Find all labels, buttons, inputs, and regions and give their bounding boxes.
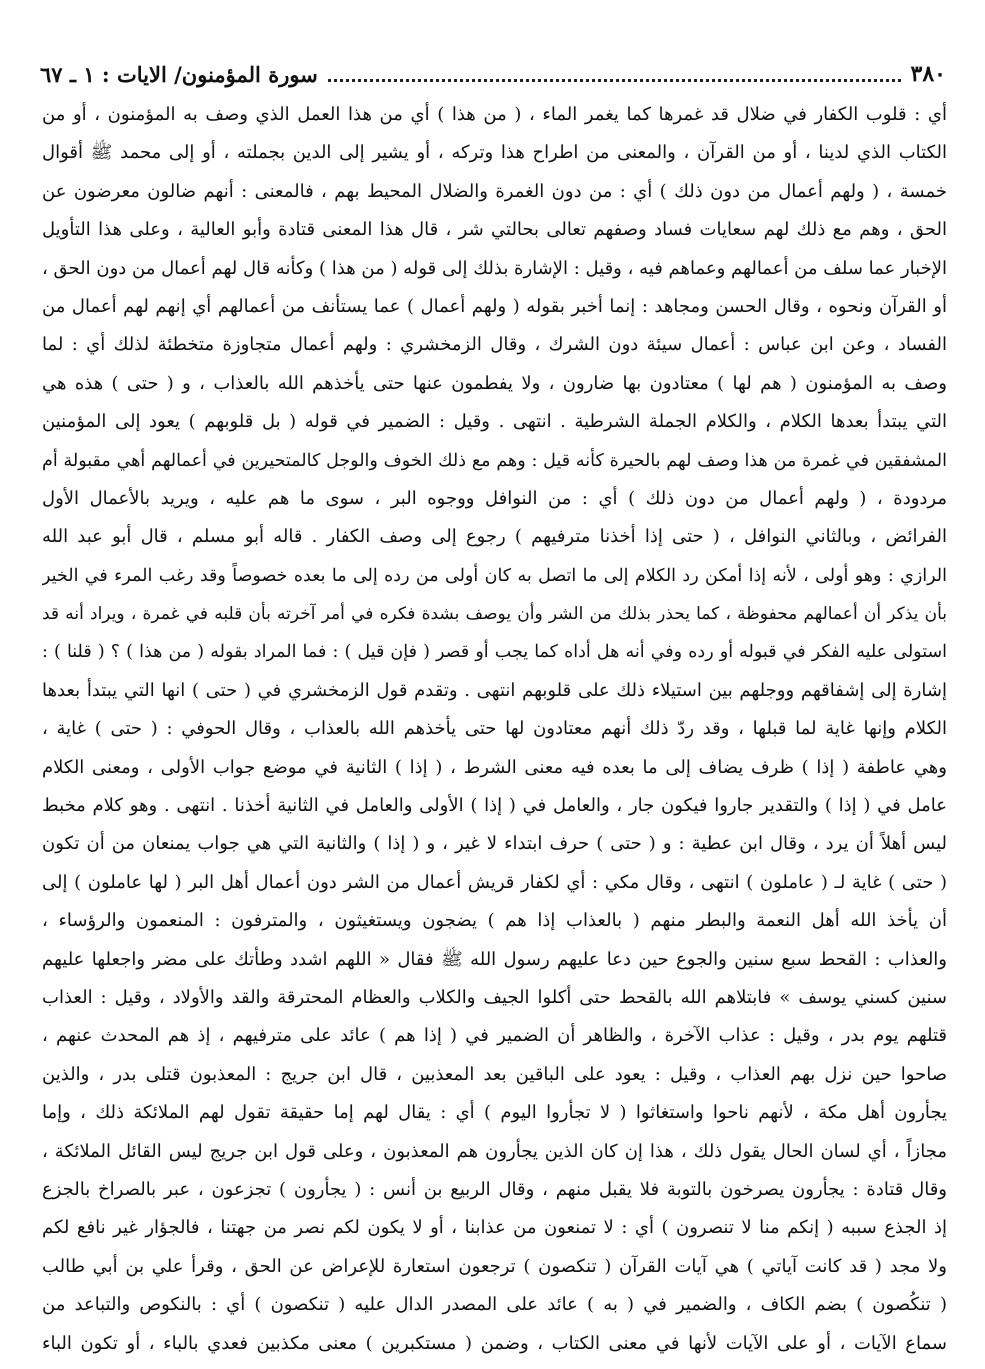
text-line: عامل في ( إذا ) والتقدير جاروا فيكون جار ، والعامل في ( إذا ) الأولى والعامل في الثانية أخذنا . انتهى . وهو كلام مخبط	[42, 795, 947, 817]
text-line: وقال قتادة : يجأرون يصرخون بالتوبة فلا يقبل منهم ، وقال الربيع بن أنس : ( يجأرون ) تجزعون ، عبر بالصراخ بالجزع	[42, 1178, 947, 1200]
text-line: خمسة ، ( ولهم أعمال من دون ذلك ) أي : من دون الغمرة والضلال المحيط بهم ، فالمعنى : أنهم ضالون معرضون عن	[42, 180, 947, 202]
text-line: سنين كسني يوسف » فابتلاهم الله بالقحط حتى أكلوا الجيف والكلاب والعظام المحترقة والقد والأولاد ، وقيل : العذاب	[42, 986, 947, 1008]
text-line: استولى عليه الفكر في قبوله أو رده وفي أنه هل أداه كما يجب أو قصر ( فإن قيل ) : فما المراد بقوله ( من هذا ) ؟ ( قلنا ) :	[42, 642, 947, 663]
text-line: مجازاً ، أي لسان الحال يقول ذلك ، هذا إن كان الذين يجأرون هم المعذبون ، وعلى قول ابن جريج ليس القائل الملائكة ،	[42, 1140, 947, 1162]
text-line: ( تنكُصون ) بضم الكاف ، والضمير في ( به ) عائد على المصدر الدال عليه ( تنكصون ) أي : بالنكوص والتباعد من	[42, 1294, 947, 1316]
text-line: المشفقين في غمرة من هذا وصف لهم بالحيرة كأنه قيل : وهم مع ذلك الخوف والوجل كالمتحيرين في أعمالهم أهي مقبولة أم	[42, 450, 947, 471]
text-line: وصف به المؤمنون ( هم لها ) معتادون بها ضارون ، ولا يفطمون عنها حتى يأخذهم الله بالعذاب ، و ( حتى ) هذه هي	[42, 372, 947, 394]
text-line: الفساد ، وعن ابن عباس : أعمال سيئة دون الشرك ، وقال الزمخشري : ولهم أعمال متجاوزة متخطئة لذلك أي : لما	[42, 334, 947, 356]
text-line: أن يأخذ الله أهل النعمة والبطر منهم ( بالعذاب إذا هم ) يضجون ويستغيثون ، والمترفون : المنعمون والرؤساء ،	[42, 910, 947, 932]
text-line: يجأرون أهل مكة ، لأنهم ناحوا واستغاثوا ( لا تجأروا اليوم ) أي : يقال لهم إما حقيقة تقول لهم الملائكة ذلك ، وإما	[42, 1102, 947, 1124]
text-line: قتلهم يوم بدر ، وقيل : عذاب الآخرة ، والظاهر أن الضمير في ( إذا هم ) عائد على مترفيهم ، إذ هم المحدث عنهم ،	[42, 1025, 947, 1047]
text-line: صاحوا حين نزل بهم العذاب ، وقيل : يعود على الباقين بعد المعذبين ، قال ابن جريج : المعذبون قتلى بدر ، والذين	[42, 1063, 947, 1085]
text-line: الكتاب الذي لدينا ، أو من القرآن ، والمعنى من اطراح هذا وتركه ، أو يشير إلى الدين بجملته ، أو إلى محمد ﷺ أقوال	[42, 142, 947, 164]
text-line: ولا مجد ( قد كانت آياتي ) هي آيات القرآن ( تنكصون ) ترجعون استعارة للإعراض عن الحق ، وقرأ علي بن أبي طالب	[42, 1255, 947, 1277]
text-line: الحق ، وهم مع ذلك لهم سعايات فساد وصفهم تعالى بحالتي شر ، قال هذا المعنى قتادة وأبو العالية ، وعلى هذا التأويل	[42, 219, 947, 241]
body-text	[42, 96, 947, 1363]
text-line: إذ الجذع سببه ( إنكم منا لا تنصرون ) أي : لا تمنعون من عذابنا ، أو لا يكون لكم نصر من جهتنا ، فالجؤار غير نافع لكم	[42, 1217, 947, 1239]
text-line: سماع الآيات ، أو على الآيات لأنها في معنى الكتاب ، وضمن ( مستكبرين ) معنى مكذبين فعدي بالباء ، أو تكون الباء	[42, 1332, 947, 1354]
text-line: والعذاب : القحط سبع سنين والجوع حين دعا عليهم رسول الله ﷺ فقال « اللهم اشدد وطأتك على مضر واجعلها عليهم	[42, 948, 947, 970]
text-line: ليس أهلاً أن يرد ، وقال ابن عطية : و ( حتى ) حرف ابتداء لا غير ، و ( إذا ) والثانية التي هي جواب يمنعان من أن تكون	[42, 833, 947, 855]
text-line: ( حتى ) غاية لـ ( عاملون ) انتهى ، وقال مكي : أي لكفار قريش أعمال من الشر دون أعمال أهل البر ( لها عاملون ) إلى	[42, 871, 947, 893]
text-line: أو القرآن ونحوه ، وقال الحسن ومجاهد : إنما أخبر بقوله ( ولهم أعمال ) عما يستأنف من أعمالهم أي إنهم لهم أعمال من	[42, 295, 947, 317]
running-title: سورة المؤمنون/ الايات : ١ ـ ٦٧	[40, 61, 318, 87]
text-line: الكلام وإنها غاية لما قبلها ، وقد ردّ ذلك أنهم معتادون لها حتى يأخذهم الله بالعذاب ، وقال الحوفي : ( حتى ) غاية ،	[42, 718, 947, 740]
text-line: الإخبار عما سلف من أعمالهم وعماهم فيه ، وقيل : الإشارة بذلك إلى قوله ( من هذا ) وكأنه قال لهم أعمال من دون الحق ،	[42, 257, 947, 279]
text-line: الفرائض ، وبالثاني النوافل ، ( حتى إذا أخذنا مترفيهم ) رجوع إلى وصف الكفار . قاله أبو مسلم ، قال أبو عبد الله	[42, 526, 947, 548]
page-number: ٣٨٠	[910, 61, 946, 87]
text-line: أي : قلوب الكفار في ضلال قد غمرها كما يغمر الماء ، ( من هذا ) أي من هذا العمل الذي وصف به المؤمنون ، أو من	[42, 104, 947, 125]
text-line: مردودة ، ( ولهم أعمال من دون ذلك ) أي : من النوافل ووجوه البر ، سوى ما هم عليه ، ويريد بالأعمال الأول	[42, 487, 947, 509]
page-header	[40, 58, 946, 90]
text-line: الرازي : وهو أولى ، لأنه إذا أمكن رد الكلام إلى ما اتصل به كان أولى من رده إلى ما بعده خصوصاً وقد رغب المرء في الخير	[42, 565, 947, 586]
text-line: التي يبتدأ بعدها الكلام ، والكلام الجملة الشرطية . انتهى . وقيل : الضمير في قوله ( بل قلوبهم ) يعود إلى المؤمنين	[42, 411, 947, 433]
text-line: بأن يذكر أن أعمالهم محفوظة ، كما يحذر بذلك من الشر وأن يوصف بشدة فكره في أمر آخرته بأن قلبه في غمرة ، ويراد أنه قد	[42, 604, 947, 625]
header-dotted-rule	[328, 67, 901, 82]
text-line: إشارة إلى إشفاقهم ووجلهم بين استيلاء ذلك على قلوبهم انتهى . وتقدم قول الزمخشري في ( حتى ) انها التي يبتدأ بعدها	[42, 679, 947, 701]
text-line: وهي عاطفة ( إذا ) ظرف يضاف إلى ما بعده فيه معنى الشرط ، ( إذا ) الثانية في موضع جواب الأولى ، ومعنى الكلام	[42, 756, 947, 778]
